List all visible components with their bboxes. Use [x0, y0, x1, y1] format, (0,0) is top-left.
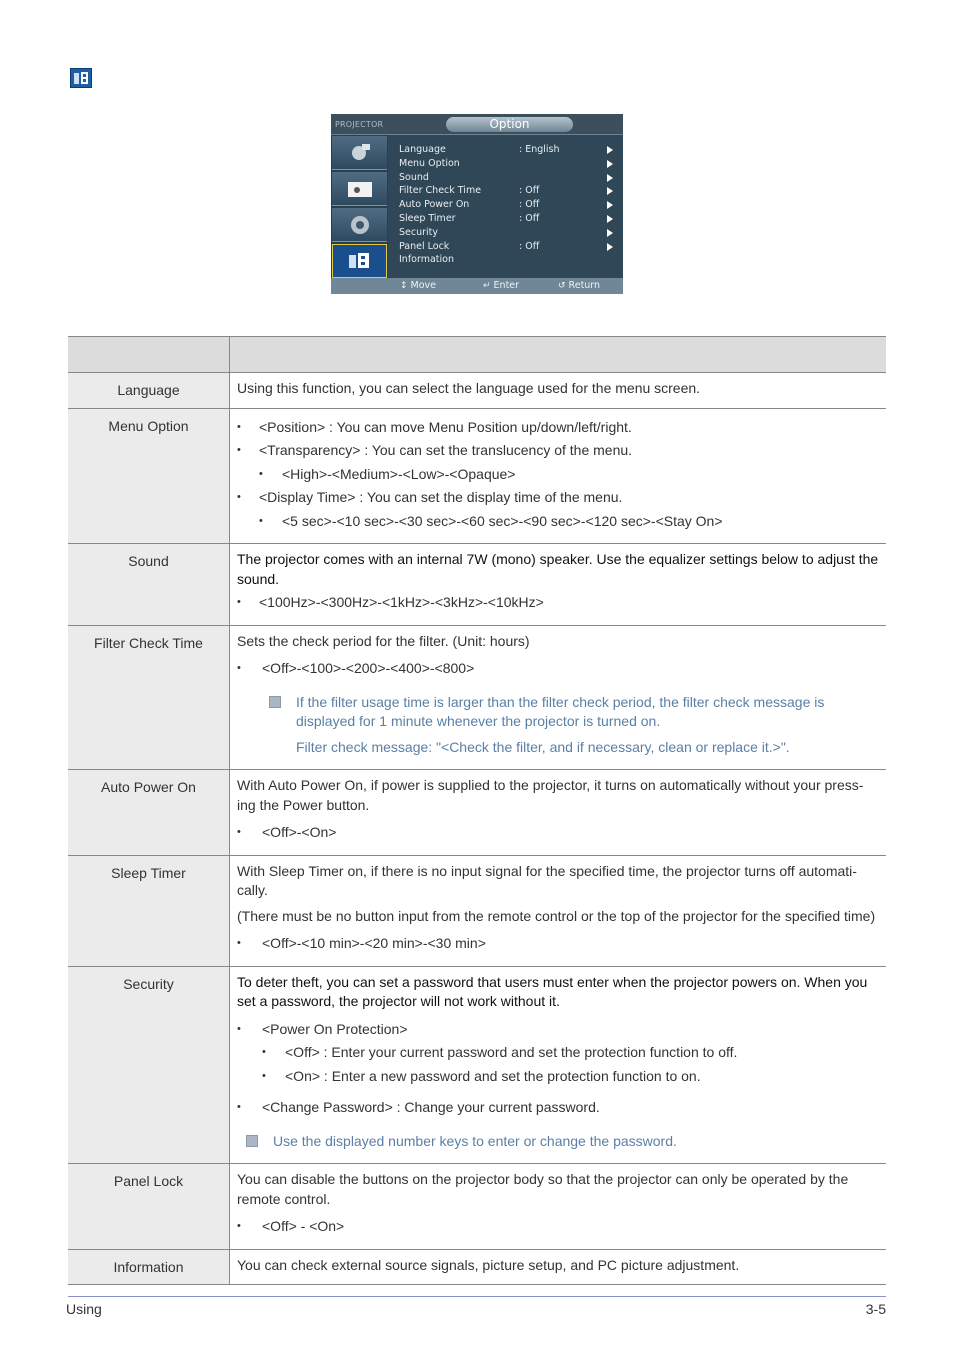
row-description: To deter theft, you can set a password that users must enter when the projector powers on. When you set a password, the projector will not work without it. • <Power On Protection> • <Off> : Enter your current password and set the protection function to off. • <On> : Enter a new password and set the protection function to on. • <Change Password> : Change your current password. Use the displayed number keys to enter or change the password.: [230, 966, 887, 1164]
footer-page-number: 3-5: [865, 1301, 886, 1317]
option-section-icon: [70, 68, 92, 88]
row-description: With Sleep Timer on, if there is no input signal for the specified time, the projector turns off automati-cally. (There must be no button input from the remote control or the top of the projector for the specified time) • <Off>-<10 min>-<20 min>-<30 min>: [230, 855, 887, 966]
osd-hint-bar: [331, 278, 623, 294]
row-description: You can check external source signals, picture setup, and PC picture adjustment.: [237, 1256, 740, 1273]
row-description: The projector comes with an internal 7W (mono) speaker. Use the equalizer settings below to adjust the sound. • <100Hz>-<300Hz>-<1kHz>-<3kHz>-<10kHz>: [230, 544, 887, 626]
osd-title: Option: [446, 117, 573, 132]
row-name: Language: [68, 373, 230, 409]
row-name: Security: [68, 966, 230, 1164]
arrow-right-icon: [607, 160, 613, 168]
row-description: You can disable the buttons on the projector body so that the projector can only be operated by the remote control. • <Off> - <On>: [230, 1164, 887, 1250]
table-row-security: [68, 966, 886, 1164]
list-item: • <Off> : Enter your current password and set the protection function to off.: [237, 1043, 879, 1063]
note: If the filter usage time is larger than the filter check period, the filter check message is displayed for 1 minute whenever the projector is turned on. Filter check message: "<Check the filter, and if necessary, clean or replace it.>".: [237, 693, 879, 758]
list-item: • <Change Password> : Change your current password.: [237, 1098, 879, 1118]
list-item: • <Off> - <On>: [237, 1217, 879, 1237]
osd-tab-settings-gear-icon[interactable]: [332, 208, 387, 242]
table-row-language: [68, 373, 886, 409]
osd-tab-picture-icon[interactable]: [332, 172, 387, 206]
list-item: • <Transparency> : You can set the translucency of the menu.: [237, 441, 879, 461]
arrow-right-icon: [607, 201, 613, 209]
arrow-right-icon: [607, 174, 613, 182]
row-name: Filter Check Time: [68, 625, 230, 770]
row-description: With Auto Power On, if power is supplied to the projector, it turns on automatically without your press-ing the Power button. • <Off>-<On>: [230, 770, 887, 856]
row-description: Sets the check period for the filter. (Unit: hours) • <Off>-<100>-<200>-<400>-<800> If the filter usage time is larger than the filter check period, the filter check message is displayed for 1 minute whenever the projector is turned on. Filter check message: "<Check the filter, and if necessary, clean or replace it.>".: [230, 625, 887, 770]
osd-item-security[interactable]: Security: [399, 226, 619, 240]
osd-header: [331, 114, 623, 135]
arrow-right-icon: [607, 146, 613, 154]
footer-divider: [68, 1296, 886, 1297]
row-name: Auto Power On: [68, 770, 230, 856]
table-header-description-cell: [230, 337, 887, 373]
table-header-name-cell: [68, 337, 230, 373]
list-item: • <Off>-<100>-<200>-<400>-<800>: [237, 659, 879, 679]
list-item: • <100Hz>-<300Hz>-<1kHz>-<3kHz>-<10kHz>: [237, 593, 879, 613]
up-down-arrow-icon: ↕: [400, 281, 408, 291]
table-row-filter-check-time: [68, 625, 886, 770]
list-item: • <Off>-<10 min>-<20 min>-<30 min>: [237, 934, 879, 954]
arrow-right-icon: [607, 187, 613, 195]
row-description: Using this function, you can select the language used for the menu screen.: [237, 380, 701, 396]
list-item: • <Power On Protection>: [237, 1020, 879, 1040]
table-row-menu-option: [68, 408, 886, 544]
osd-item-auto-power-on[interactable]: Auto Power On : Off: [399, 198, 619, 212]
osd-sidebar: [331, 135, 388, 278]
row-name: Menu Option: [68, 408, 230, 544]
table-row-sound: [68, 544, 886, 626]
osd-tab-option-icon[interactable]: [332, 244, 387, 278]
row-name: Sleep Timer: [68, 855, 230, 966]
osd-item-language[interactable]: Language : English: [399, 143, 619, 157]
list-item: • <Off>-<On>: [237, 823, 879, 843]
osd-brand: PROJECTOR: [335, 120, 384, 129]
osd-hint-enter: ↵ Enter: [483, 278, 519, 294]
osd-tab-setup-icon[interactable]: [332, 136, 387, 170]
list-item: • <5 sec>-<10 sec>-<30 sec>-<60 sec>-<90 sec>-<120 sec>-<Stay On>: [237, 512, 879, 532]
osd-hint-move: ↕ Move: [400, 278, 436, 294]
osd-item-menu-option[interactable]: Menu Option: [399, 157, 619, 171]
table-row-sleep-timer: [68, 855, 886, 966]
enter-icon: ↵: [483, 281, 491, 291]
table-header-row: [68, 337, 886, 373]
list-item: • <On> : Enter a new password and set the protection function to on.: [237, 1067, 879, 1087]
osd-item-panel-lock[interactable]: Panel Lock : Off: [399, 240, 619, 254]
osd-menu-screenshot: [331, 114, 623, 294]
row-name: Sound: [68, 544, 230, 626]
row-name: Information: [68, 1249, 230, 1285]
note-icon: [269, 696, 281, 708]
footer-section-label: Using: [66, 1301, 102, 1317]
note-icon: [246, 1135, 258, 1147]
option-menu-table: [68, 336, 886, 1285]
osd-item-filter-check-time[interactable]: Filter Check Time : Off: [399, 184, 619, 198]
table-row-auto-power-on: [68, 770, 886, 856]
list-item: • <Position> : You can move Menu Position up/down/left/right.: [237, 418, 879, 438]
arrow-right-icon: [607, 215, 613, 223]
arrow-right-icon: [607, 229, 613, 237]
arrow-right-icon: [607, 243, 613, 251]
list-item: • <Display Time> : You can set the display time of the menu.: [237, 488, 879, 508]
osd-item-information[interactable]: Information: [399, 254, 454, 266]
row-name: Panel Lock: [68, 1164, 230, 1250]
return-icon: ↺: [558, 281, 566, 291]
table-row-panel-lock: [68, 1164, 886, 1250]
osd-item-list: [399, 143, 619, 267]
osd-item-sleep-timer[interactable]: Sleep Timer : Off: [399, 212, 619, 226]
osd-hint-return: ↺ Return: [558, 278, 600, 294]
table-row-information: [68, 1249, 886, 1285]
row-description: [230, 408, 887, 544]
osd-item-sound[interactable]: Sound: [399, 171, 619, 185]
note: Use the displayed number keys to enter or change the password.: [237, 1132, 879, 1152]
list-item: • <High>-<Medium>-<Low>-<Opaque>: [237, 465, 879, 485]
